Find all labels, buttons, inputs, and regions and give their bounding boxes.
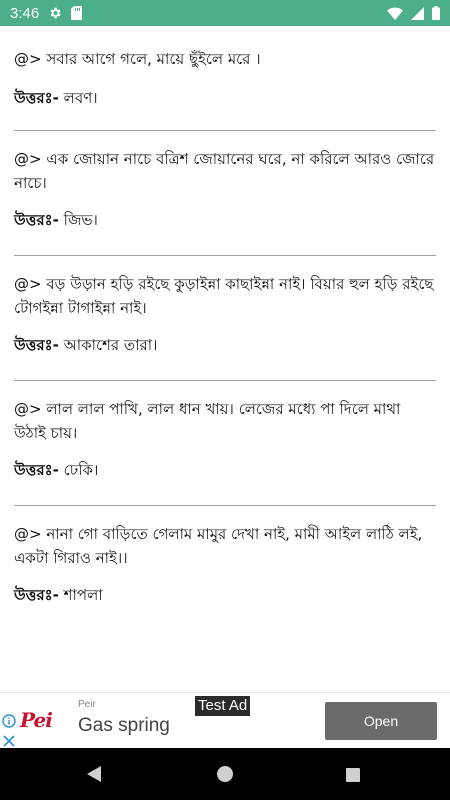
answer-label: উত্তরঃ- bbox=[14, 461, 59, 479]
divider bbox=[14, 380, 436, 381]
divider bbox=[14, 130, 436, 131]
answer-label: উত্তরঃ- bbox=[14, 89, 59, 107]
ad-banner[interactable] bbox=[0, 692, 450, 748]
answer-label: উত্তরঃ- bbox=[14, 211, 59, 229]
info-icon[interactable] bbox=[2, 713, 16, 727]
recents-icon[interactable] bbox=[346, 767, 360, 786]
riddle-answer bbox=[14, 584, 436, 606]
sd-card-icon bbox=[71, 6, 82, 20]
ad-title[interactable]: Gas spring bbox=[78, 715, 170, 736]
wifi-icon bbox=[387, 7, 403, 20]
gear-icon bbox=[48, 6, 62, 20]
riddle-question: @> নানা গো বাড়িতে গেলাম মামুর দেখা নাই, মামী আইল লাঠি লই, একটা গিরাও নাই।। bbox=[14, 525, 423, 567]
riddle-item bbox=[14, 522, 436, 606]
back-icon[interactable] bbox=[86, 765, 102, 787]
riddle-item bbox=[14, 47, 436, 109]
answer-text: লবণ। bbox=[63, 89, 98, 107]
answer-text: শাপলা bbox=[63, 586, 103, 604]
riddle-answer bbox=[14, 209, 436, 231]
ad-open-button[interactable]: Open bbox=[325, 702, 437, 740]
riddle-answer bbox=[14, 334, 436, 356]
status-time: 3:46 bbox=[10, 4, 40, 22]
riddle-question: @> লাল লাল পাখি, লাল ধান খায়। লেজের মধ্যে পা দিলে মাথা উঠাই চায়। bbox=[14, 400, 401, 442]
riddle-question: @> এক জোয়ান নাচে বত্রিশ জোয়ানের ঘরে, না করিলে আরও জোরে নাচে। bbox=[14, 150, 435, 192]
ad-logo: Pei bbox=[20, 708, 52, 732]
close-icon[interactable] bbox=[3, 732, 15, 744]
riddle-answer bbox=[14, 87, 436, 109]
answer-text: আকাশের তারা। bbox=[63, 336, 158, 354]
ad-brand: Peir bbox=[78, 699, 96, 710]
riddle-answer bbox=[14, 459, 436, 481]
riddle-item bbox=[14, 397, 436, 481]
answer-text: জিভ। bbox=[63, 211, 98, 229]
answer-text: ঢেকি। bbox=[63, 461, 99, 479]
riddle-question: @> বড় উড়ান হড়ি রইছে কুড়াইন্না কাছাইন্না নাই। বিয়ার হুল হড়ি রইছে টোগইন্না টাগাইন্না নাই। bbox=[14, 275, 434, 317]
divider bbox=[14, 505, 436, 506]
test-ad-badge: Test Ad bbox=[195, 696, 250, 716]
riddle-list[interactable] bbox=[0, 26, 450, 692]
riddle-item bbox=[14, 272, 436, 356]
divider bbox=[14, 255, 436, 256]
status-bar bbox=[0, 0, 450, 26]
home-icon[interactable] bbox=[217, 766, 233, 786]
riddle-question: @> সবার আগে গলে, মায়ে ছুঁইলে মরে । bbox=[14, 50, 261, 68]
answer-label: উত্তরঃ- bbox=[14, 336, 59, 354]
navigation-bar bbox=[0, 748, 450, 800]
signal-icon bbox=[411, 7, 424, 20]
riddle-item bbox=[14, 147, 436, 231]
answer-label: উত্তরঃ- bbox=[14, 586, 59, 604]
battery-icon bbox=[432, 6, 440, 20]
